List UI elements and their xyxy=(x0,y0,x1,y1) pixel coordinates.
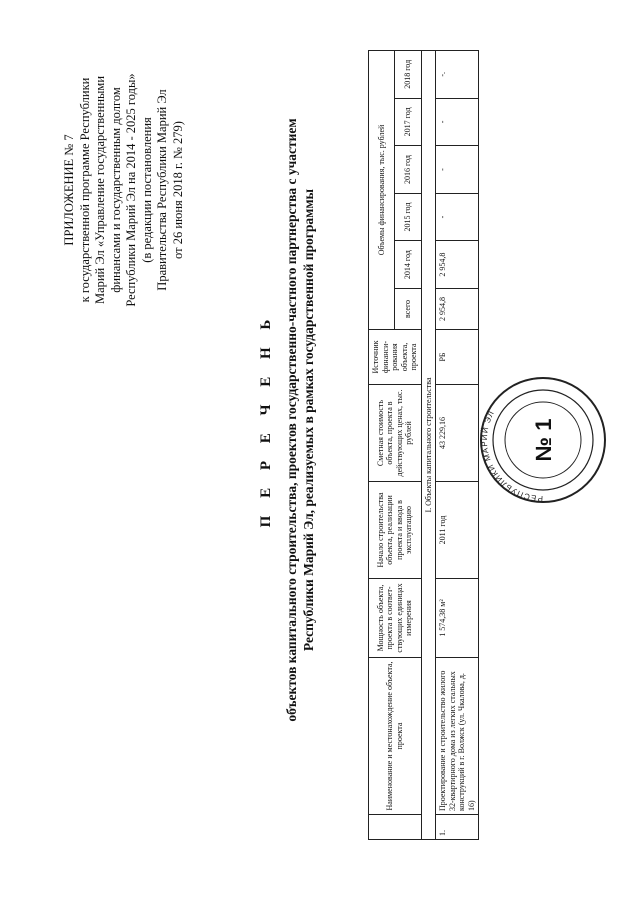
header-line: (в редакции постановления xyxy=(139,117,154,263)
header-line: Республики Марий Эл на 2014 - 2025 годы» xyxy=(124,73,138,307)
header-cell-year: 2018 год xyxy=(395,51,421,99)
header-line: финансами и государственным долгом xyxy=(108,87,123,293)
section-heading: I. Объекты капитального строительства xyxy=(421,51,436,840)
header-cell-cost: Сметная стоимость объекта, проекта в действующих ценах, тыс. рублей xyxy=(369,385,422,482)
title-line-1: объектов капитального строительства, проектов государственно-частного партнерства с участием xyxy=(284,118,299,722)
title-word: П Е Р Е Ч Е Н Ь xyxy=(258,312,274,528)
header-line: Марий Эл «Управление государственными xyxy=(93,75,107,305)
header-line: Правительства Республики Марий Эл xyxy=(155,89,169,291)
header-cell-funding: Объемы финансирования, тыс. рублей xyxy=(369,51,395,330)
header-cell-year: 2015 год xyxy=(395,193,421,241)
header-cell-name: Наименование и местонахождение объекта, проекта xyxy=(369,658,422,815)
row-2018: -. xyxy=(436,51,479,99)
row-2016: - xyxy=(436,146,479,194)
seal-ring-text: РЕСПУБЛИКИ МАРИЙ ЭЛ xyxy=(479,408,544,504)
seal-number: № 1 xyxy=(531,418,556,462)
row-2017: - xyxy=(436,98,479,146)
header-cell-capacity: Мощность объекта, проекта в соответ-ствующих единицах измерения xyxy=(369,579,422,658)
appendix-header xyxy=(62,40,186,340)
row-source: РБ xyxy=(436,330,479,385)
header-line: к государственной программе Республики xyxy=(77,77,92,303)
row-2015: - xyxy=(436,193,479,241)
document-title xyxy=(258,60,317,780)
row-cost: 43 229,16 xyxy=(436,385,479,482)
row-start: 2011 год xyxy=(436,482,479,579)
header-cell-start: Начало строительства объекта, реализации проекта и ввода в эксплуатацию xyxy=(369,482,422,579)
objects-table xyxy=(368,50,479,840)
row-capacity: 1 574,38 м² xyxy=(436,579,479,658)
header-cell-source: Источник финанси-рования объекта, проекта xyxy=(369,330,422,385)
official-seal-stamp xyxy=(478,375,608,505)
header-line: ПРИЛОЖЕНИЕ № 7 xyxy=(62,134,76,246)
row-total: 2 954,8 xyxy=(436,288,479,329)
row-2014: 2 954,8 xyxy=(436,241,479,289)
header-cell-total: всего xyxy=(395,288,421,329)
table-row xyxy=(436,51,479,840)
title-line-2: Республики Марий Эл, реализуемых в рамках государственной программы xyxy=(301,188,316,652)
row-name: Проектирование и строительство жилого 32-квартирного дома из легких стальных конструкций в г. Волжск (ул. Чкалова, д. 16) xyxy=(436,658,479,815)
header-cell-year: 2016 год xyxy=(395,146,421,194)
header-cell-year: 2017 год xyxy=(395,98,421,146)
header-line: от 26 июня 2018 г. № 279) xyxy=(170,121,185,259)
row-num: 1. xyxy=(436,815,479,840)
header-cell-num xyxy=(369,815,422,840)
header-cell-year: 2014 год xyxy=(395,241,421,289)
